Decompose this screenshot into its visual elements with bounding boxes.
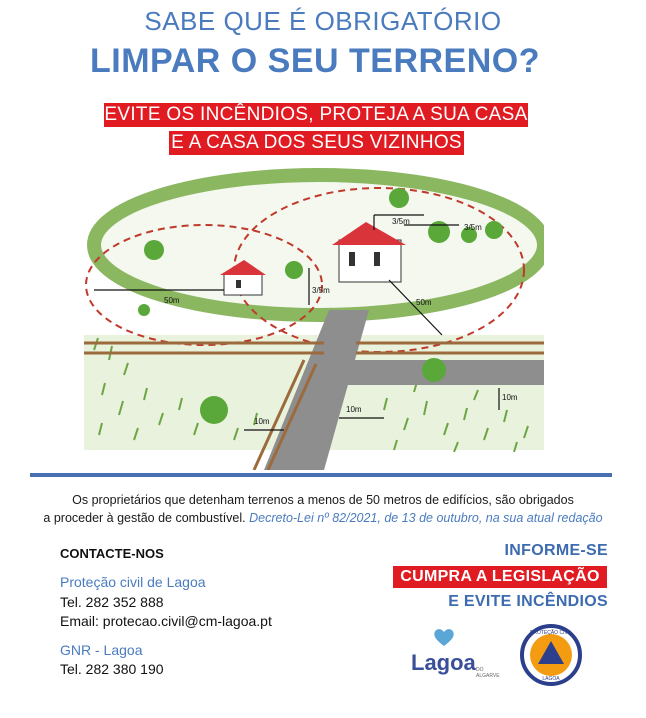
org2-name: GNR - Lagoa	[60, 642, 143, 658]
cta-inform: INFORME-SE	[504, 542, 608, 559]
org2-tel: Tel. 282 380 190	[60, 661, 164, 677]
org1-email: Email: protecao.civil@cm-lagoa.pt	[60, 613, 272, 629]
headline-main: LIMPAR O SEU TERRENO?	[90, 42, 540, 80]
law-text-line2	[0, 509, 646, 527]
label-10m-center: 10m	[346, 405, 362, 414]
warning-banner-line1: EVITE OS INCÊNDIOS, PROTEJA A SUA CASA	[104, 104, 528, 125]
law-text-line1: Os proprietários que detenham terrenos a menos de 50 metros de edifícios, são obrigados	[72, 493, 574, 507]
law-text-part2: a proceder à gestão de combustível.	[43, 511, 246, 525]
divider-rule	[30, 473, 612, 477]
label-50m-left: 50m	[164, 296, 180, 305]
label-50m-right: 50m	[416, 298, 432, 307]
label-10m-road: 10m	[502, 393, 518, 402]
label-35m-left: 3/5m	[312, 286, 330, 295]
org1-name: Proteção civil de Lagoa	[60, 574, 206, 590]
label-35m-right: 3/5m	[464, 223, 482, 232]
cta-avoid: E EVITE INCÊNDIOS	[448, 593, 608, 610]
headline-question: SABE QUE É OBRIGATÓRIO	[144, 6, 502, 36]
law-reference: Decreto-Lei nº 82/2021, de 13 de outubro, na sua atual redação	[249, 511, 603, 525]
seal-text: PROTEÇÃO CIVIL	[530, 630, 572, 636]
law-notice	[0, 491, 646, 527]
lagoa-logo: Lagoa	[411, 650, 476, 675]
label-35m-top: 3/5m	[392, 217, 410, 226]
seal-subtext: LAGOA	[542, 676, 560, 682]
civil-protection-seal-icon	[520, 624, 582, 686]
lagoa-logo-subtitle: DO ALGARVE	[476, 667, 500, 679]
fuel-management-illustration	[84, 160, 544, 470]
cta-comply: CUMPRA A LEGISLAÇÃO	[393, 566, 607, 588]
org1-tel: Tel. 282 352 888	[60, 594, 164, 610]
label-10m-left: 10m	[254, 417, 270, 426]
warning-banner-line2: E A CASA DOS SEUS VIZINHOS	[169, 131, 464, 155]
contacts-title: CONTACTE-NOS	[60, 546, 164, 561]
